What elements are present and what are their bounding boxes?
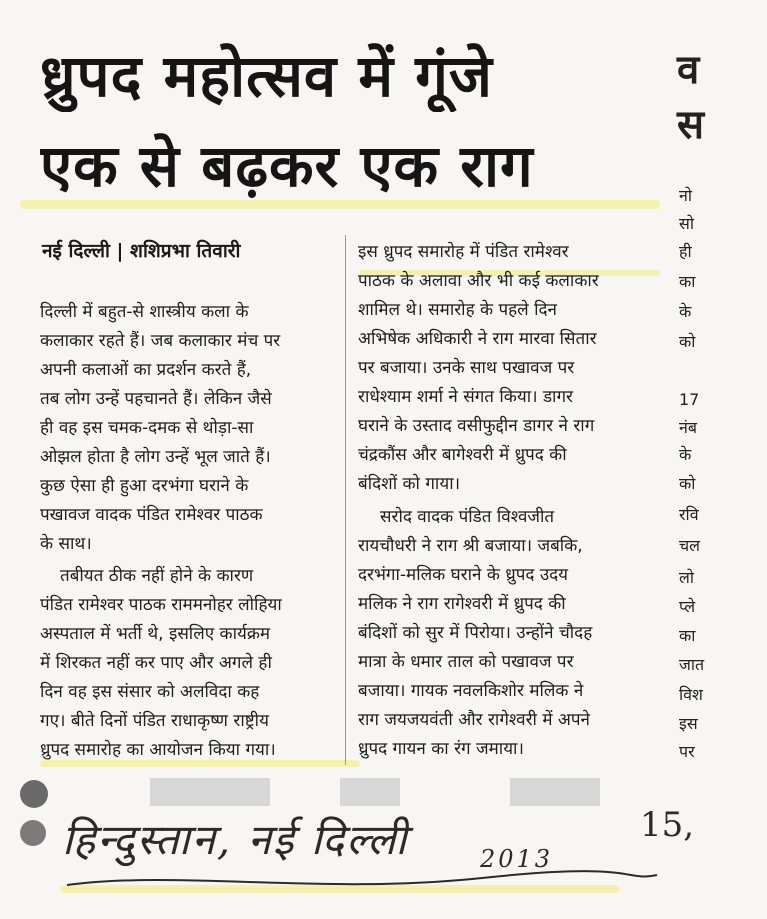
adjacent-line: चल (679, 536, 701, 555)
adjacent-line: जात (679, 655, 705, 674)
column2-line: अभिषेक अधिकारी ने राग मारवा सितार (358, 329, 597, 349)
scan-mark (20, 780, 48, 808)
column1-line: में शिरकत नहीं कर पाए और अगले ही (40, 653, 272, 673)
dateline: नई दिल्ली | शशिप्रभा तिवारी (42, 240, 241, 262)
column1-line: गए। बीते दिनों पंडित राधाकृष्ण राष्ट्रीय (40, 711, 269, 731)
adjacent-line: पर (679, 742, 695, 761)
column1-line: तबीयत ठीक नहीं होने के कारण (60, 566, 254, 586)
column2-line: राग जयजयवंती और रागेश्वरी में अपने (358, 710, 590, 730)
adjacent-headline-char: स (677, 102, 705, 148)
adjacent-line: ही (679, 242, 692, 261)
adjacent-line: को (679, 332, 696, 351)
column1-line: अस्पताल में भर्ती थे, इसलिए कार्यक्रम (40, 624, 271, 644)
column1-line: के साथ। (40, 534, 92, 554)
adjacent-line: को (679, 474, 696, 493)
column1-line: कलाकार रहते हैं। जब कलाकार मंच पर (40, 331, 281, 351)
column2-line: शामिल थे। समारोह के पहले दिन (358, 300, 557, 320)
column2-line: बंदिशों को गाया। (358, 474, 461, 494)
headline-line-2: एक से बढ़कर एक राग (40, 132, 534, 200)
adjacent-line: रवि (679, 505, 699, 524)
adjacent-line: विश (679, 685, 703, 704)
column2-line: राधेश्याम शर्मा ने संगत किया। डागर (358, 387, 573, 407)
column2-line: मलिक ने राग रागेश्वरी में ध्रुपद की (358, 594, 566, 614)
column1-line: दिल्ली में बहुत-से शास्त्रीय कला के (40, 302, 249, 322)
column1-line: अपनी कलाओं का प्रदर्शन करते हैं, (40, 360, 252, 380)
column2-line: ध्रुपद गायन का रंग जमाया। (358, 739, 524, 759)
column2-line: बजाया। गायक नवलकिशोर मलिक ने (358, 681, 584, 701)
column2-line: पर बजाया। उनके साथ पखावज पर (358, 358, 575, 378)
column2-line: बंदिशों को सुर में पिरोया। उन्होंने चौदह (358, 623, 593, 643)
column2-line: रायचौधरी ने राग श्री बजाया। जबकि, (358, 536, 583, 556)
column1-line: तब लोग उन्हें पहचानते हैं। लेकिन जैसे (40, 389, 272, 409)
adjacent-line: सो (679, 214, 694, 233)
adjacent-headline-char: व (677, 47, 700, 93)
adjacent-line: का (679, 626, 696, 645)
adjacent-line: के (679, 302, 692, 321)
handwritten-source-note (62, 790, 662, 900)
column2-line: इस ध्रुपद समारोह में पंडित रामेश्वर (358, 242, 569, 262)
column1-line: दिन वह इस संसार को अलविदा कह (40, 682, 260, 702)
column2-line: मात्रा के धमार ताल को पखावज पर (358, 652, 574, 672)
adjacent-line: 17 (679, 390, 700, 409)
column2-line: दरभंगा-मलिक घराने के ध्रुपद उदय (358, 565, 569, 585)
handwritten-source: हिन्दुस्तान, नई दिल्ली (62, 815, 409, 864)
headline-line-1: ध्रुपद महोत्सव में गूंजे (40, 42, 493, 110)
handwritten-year: 2013 (480, 845, 554, 873)
column1-line: ही वह इस चमक-दमक से थोड़ा-सा (40, 418, 254, 438)
handwritten-day: 15, (640, 805, 695, 845)
adjacent-line: लो (679, 568, 694, 587)
column2-line: घराने के उस्ताद वसीफुद्दीन डागर ने राग (358, 416, 595, 436)
column1-line: पखावज वादक पंडित रामेश्वर पाठक (40, 505, 263, 525)
column2-line: सरोद वादक पंडित विश्वजीत (380, 507, 555, 527)
column-divider (345, 235, 346, 765)
scan-mark (20, 820, 46, 846)
column1-line: ध्रुपद समारोह का आयोजन किया गया। (40, 740, 276, 760)
adjacent-article-column (675, 0, 767, 919)
adjacent-line: इस (679, 714, 698, 733)
adjacent-line: का (679, 272, 696, 291)
adjacent-line: प्ले (679, 597, 696, 616)
column1-line: ओझल होता है लोग उन्हें भूल जाते हैं। (40, 447, 271, 467)
column1-line: पंडित रामेश्वर पाठक राममनोहर लोहिया (40, 595, 282, 615)
adjacent-line: के (679, 445, 692, 464)
column2-line: पाठक के अलावा और भी कई कलाकार (358, 271, 599, 291)
column2-line: चंद्रकौंस और बागेश्वरी में ध्रुपद की (358, 445, 567, 465)
column1-line: कुछ ऐसा ही हुआ दरभंगा घराने के (40, 476, 249, 496)
adjacent-line: नो (679, 186, 693, 205)
adjacent-line: नंब (679, 418, 698, 437)
